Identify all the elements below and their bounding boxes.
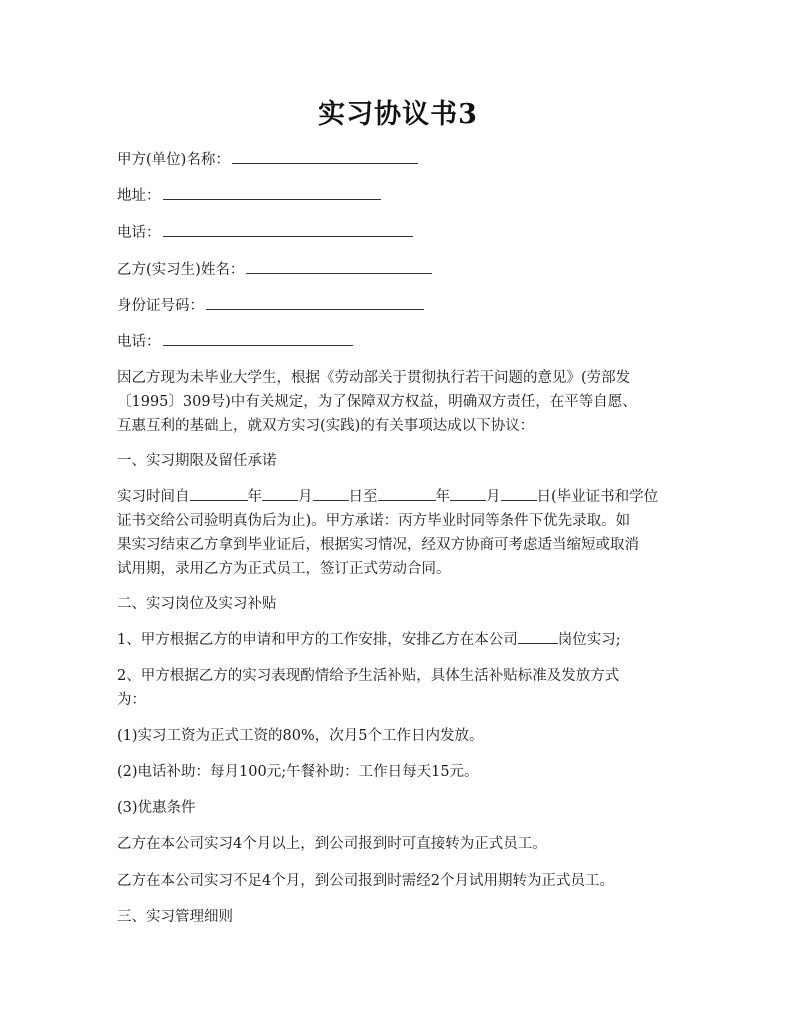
section-1-heading: 一、实习期限及留任承诺 bbox=[117, 453, 277, 469]
item-2-line-2: 为： bbox=[117, 692, 146, 708]
party-b-id-blank[interactable] bbox=[206, 295, 424, 310]
section-2-heading: 二、实习岗位及实习补贴 bbox=[117, 596, 277, 612]
party-a-address-blank[interactable] bbox=[163, 185, 381, 200]
party-b-id-label: 身份证号码： bbox=[117, 298, 204, 314]
party-b-phone-line bbox=[117, 330, 687, 354]
item-1-text-end: 岗位实习; bbox=[557, 632, 621, 648]
intro-line-2: 〔1995〕309号)中有关规定，为了保障双方权益，明确双方责任，在平等自愿、 bbox=[117, 394, 637, 410]
section-2-item-2 bbox=[117, 664, 683, 712]
item-2-line-1: 2、甲方根据乙方的实习表现酌情给予生活补贴，具体生活补贴标准及发放方式 bbox=[117, 668, 620, 684]
end-month-blank[interactable] bbox=[450, 486, 486, 501]
party-a-name-label: 甲方(单位)名称： bbox=[117, 152, 230, 168]
period-start-label: 实习时间自 bbox=[117, 489, 190, 505]
party-a-name-blank[interactable] bbox=[232, 149, 418, 164]
intro-line-3: 互惠互利的基础上，就双方实习(实践)的有关事项达成以下协议： bbox=[117, 418, 535, 434]
start-day-blank[interactable] bbox=[313, 486, 349, 501]
end-month-label: 月 bbox=[486, 489, 501, 505]
party-a-phone-label: 电话： bbox=[117, 225, 161, 241]
sub-item-3: (3)优惠条件 bbox=[117, 800, 196, 816]
item-1-text-start: 1、甲方根据乙方的申请和甲方的工作安排，安排乙方在本公司 bbox=[117, 632, 518, 648]
condition-2: 乙方在本公司实习不足4个月，到公司报到时需经2个月试用期转为正式员工。 bbox=[117, 873, 614, 889]
end-year-blank[interactable] bbox=[378, 486, 436, 501]
party-a-address-line bbox=[117, 184, 687, 208]
party-b-phone-label: 电话： bbox=[117, 334, 161, 350]
document-title: 实习协议书3 bbox=[318, 99, 478, 130]
section-2-item-1 bbox=[117, 628, 687, 652]
party-b-name-line bbox=[117, 258, 687, 282]
section-3-heading: 三、实习管理细则 bbox=[117, 909, 233, 925]
end-day-label: 日(毕业证书和学位 bbox=[536, 489, 659, 505]
condition-1: 乙方在本公司实习4个月以上，到公司报到时可直接转为正式员工。 bbox=[117, 836, 547, 852]
position-blank[interactable] bbox=[518, 629, 558, 644]
section-1-line-3: 果实习结束乙方拿到毕业证后，根据实习情况，经双方协商可考虑适当缩短或取消 bbox=[117, 537, 639, 553]
start-month-label: 月 bbox=[298, 489, 313, 505]
party-b-phone-blank[interactable] bbox=[163, 331, 353, 346]
start-year-label: 年 bbox=[247, 489, 262, 505]
start-year-blank[interactable] bbox=[190, 486, 248, 501]
party-b-name-blank[interactable] bbox=[246, 259, 432, 274]
start-day-label: 日至 bbox=[348, 489, 378, 505]
end-day-blank[interactable] bbox=[501, 486, 537, 501]
start-month-blank[interactable] bbox=[262, 486, 298, 501]
intro-line-1: 因乙方现为未毕业大学生，根据《劳动部关于贯彻执行若干问题的意见》(劳部发 bbox=[117, 370, 631, 386]
intro-paragraph bbox=[117, 366, 683, 438]
section-1-line-1 bbox=[117, 485, 683, 509]
party-b-id-line bbox=[117, 294, 687, 318]
party-b-name-label: 乙方(实习生)姓名： bbox=[117, 262, 245, 278]
sub-item-2: (2)电话补助：每月100元;午餐补助：工作日每天15元。 bbox=[117, 764, 479, 780]
sub-item-1: (1)实习工资为正式工资的80%，次月5个工作日内发放。 bbox=[117, 728, 484, 744]
end-year-label: 年 bbox=[435, 489, 450, 505]
party-a-name-line bbox=[117, 148, 687, 172]
section-1-line-2: 证书交给公司验明真伪后为止)。甲方承诺：丙方毕业时同等条件下优先录取。如 bbox=[117, 513, 631, 529]
party-a-address-label: 地址： bbox=[117, 188, 161, 204]
party-a-phone-blank[interactable] bbox=[163, 222, 413, 237]
party-a-phone-line bbox=[117, 221, 687, 245]
section-1-paragraph bbox=[117, 485, 683, 581]
section-1-line-4: 试用期，录用乙方为正式员工，签订正式劳动合同。 bbox=[117, 561, 451, 577]
